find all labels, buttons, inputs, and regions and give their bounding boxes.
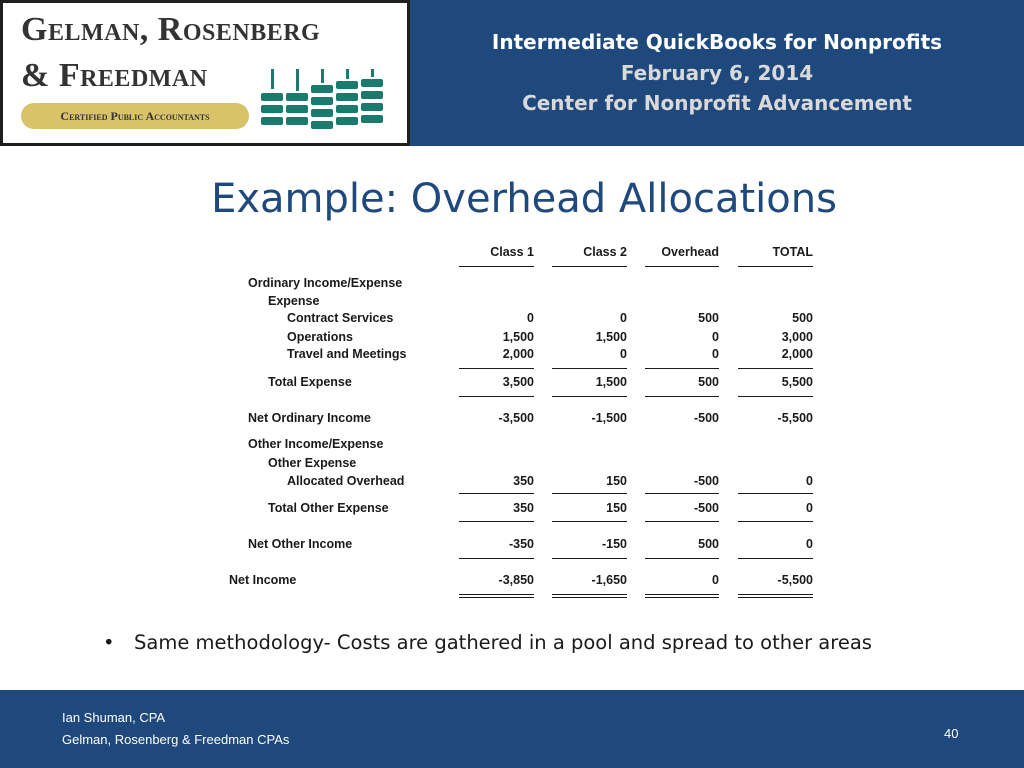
- row-value: 150: [606, 501, 627, 515]
- row-label: Net Ordinary Income: [248, 411, 371, 425]
- total-rule: [552, 594, 627, 595]
- column-header: Overhead: [661, 245, 719, 259]
- row-value: 0: [527, 311, 534, 325]
- row-value: 0: [712, 573, 719, 587]
- row-label: Other Expense: [268, 456, 357, 470]
- total-rule: [552, 368, 627, 369]
- total-rule: [552, 558, 627, 559]
- bullet-icon: •: [103, 631, 115, 654]
- row-value: 500: [792, 311, 813, 325]
- header-underline: [459, 266, 534, 267]
- row-label: Contract Services: [287, 311, 394, 325]
- total-rule: [645, 597, 719, 598]
- total-rule: [738, 396, 813, 397]
- total-rule: [459, 396, 534, 397]
- column-header: Class 2: [583, 245, 627, 259]
- row-value: 350: [513, 474, 534, 488]
- row-value: 2,000: [502, 347, 534, 361]
- row-value: -1,650: [591, 573, 627, 587]
- row-value: -3,500: [498, 411, 534, 425]
- total-rule: [738, 597, 813, 598]
- row-value: 3,000: [781, 330, 813, 344]
- row-value: 0: [620, 347, 627, 361]
- row-label: Total Expense: [268, 375, 352, 389]
- total-rule: [552, 597, 627, 598]
- row-value: 1,500: [502, 330, 534, 344]
- total-rule: [645, 594, 719, 595]
- row-value: -500: [693, 411, 719, 425]
- total-rule: [552, 521, 627, 522]
- total-rule: [738, 368, 813, 369]
- row-value: 150: [606, 474, 627, 488]
- total-rule: [645, 521, 719, 522]
- header-underline: [645, 266, 719, 267]
- row-value: 1,500: [595, 375, 627, 389]
- row-value: 500: [698, 537, 719, 551]
- row-value: 500: [698, 375, 719, 389]
- row-value: -3,850: [498, 573, 534, 587]
- row-value: -150: [601, 537, 627, 551]
- row-label: Expense: [268, 294, 320, 308]
- logo-line-1: Gelman, Rosenberg: [21, 11, 321, 48]
- header-bar: [0, 0, 1024, 146]
- total-rule: [645, 396, 719, 397]
- row-value: 0: [712, 330, 719, 344]
- column-header: Class 1: [490, 245, 534, 259]
- row-label: Other Income/Expense: [248, 437, 384, 451]
- row-value: 2,000: [781, 347, 813, 361]
- column-header: TOTAL: [772, 245, 813, 259]
- row-value: 0: [806, 501, 813, 515]
- firm-logo: [0, 0, 410, 146]
- row-label: Allocated Overhead: [287, 474, 405, 488]
- total-rule: [459, 368, 534, 369]
- total-rule: [645, 368, 719, 369]
- course-info: [410, 0, 1024, 146]
- row-value: -1,500: [591, 411, 627, 425]
- row-value: -5,500: [777, 573, 813, 587]
- total-rule: [645, 493, 719, 494]
- course-date: February 6, 2014: [620, 61, 814, 85]
- firm-name: Gelman, Rosenberg & Freedman CPAs: [62, 732, 290, 747]
- row-label: Net Income: [229, 573, 297, 587]
- total-rule: [459, 558, 534, 559]
- row-value: 500: [698, 311, 719, 325]
- row-label: Travel and Meetings: [287, 347, 407, 361]
- total-rule: [738, 493, 813, 494]
- row-value: 5,500: [781, 375, 813, 389]
- total-rule: [738, 521, 813, 522]
- header-underline: [738, 266, 813, 267]
- course-title: Intermediate QuickBooks for Nonprofits: [491, 30, 943, 54]
- row-label: Total Other Expense: [268, 501, 389, 515]
- total-rule: [459, 521, 534, 522]
- total-rule: [459, 594, 534, 595]
- slide-title: Example: Overhead Allocations: [211, 176, 837, 222]
- abacus-icon: [259, 67, 399, 131]
- row-value: -500: [693, 474, 719, 488]
- total-rule: [552, 396, 627, 397]
- row-label: Ordinary Income/Expense: [248, 276, 403, 290]
- row-value: 0: [620, 311, 627, 325]
- row-value: -350: [508, 537, 534, 551]
- total-rule: [459, 493, 534, 494]
- row-value: -5,500: [777, 411, 813, 425]
- row-label: Net Other Income: [248, 537, 353, 551]
- page-number: 40: [944, 726, 959, 741]
- course-venue: Center for Nonprofit Advancement: [522, 91, 912, 115]
- header-underline: [552, 266, 627, 267]
- row-label: Operations: [287, 330, 353, 344]
- total-rule: [738, 558, 813, 559]
- row-value: 3,500: [502, 375, 534, 389]
- total-rule: [645, 558, 719, 559]
- row-value: -500: [693, 501, 719, 515]
- row-value: 350: [513, 501, 534, 515]
- logo-tagline: Certified Public Accountants: [21, 103, 249, 129]
- row-value: 0: [806, 537, 813, 551]
- row-value: 1,500: [595, 330, 627, 344]
- presenter-name: Ian Shuman, CPA: [62, 710, 166, 725]
- logo-line-2: & Freedman: [21, 57, 208, 94]
- row-value: 0: [712, 347, 719, 361]
- total-rule: [459, 597, 534, 598]
- total-rule: [552, 493, 627, 494]
- footer-bar: [0, 690, 1024, 768]
- row-value: 0: [806, 474, 813, 488]
- bullet-text: Same methodology- Costs are gathered in a pool and spread to other areas: [134, 631, 872, 654]
- total-rule: [738, 594, 813, 595]
